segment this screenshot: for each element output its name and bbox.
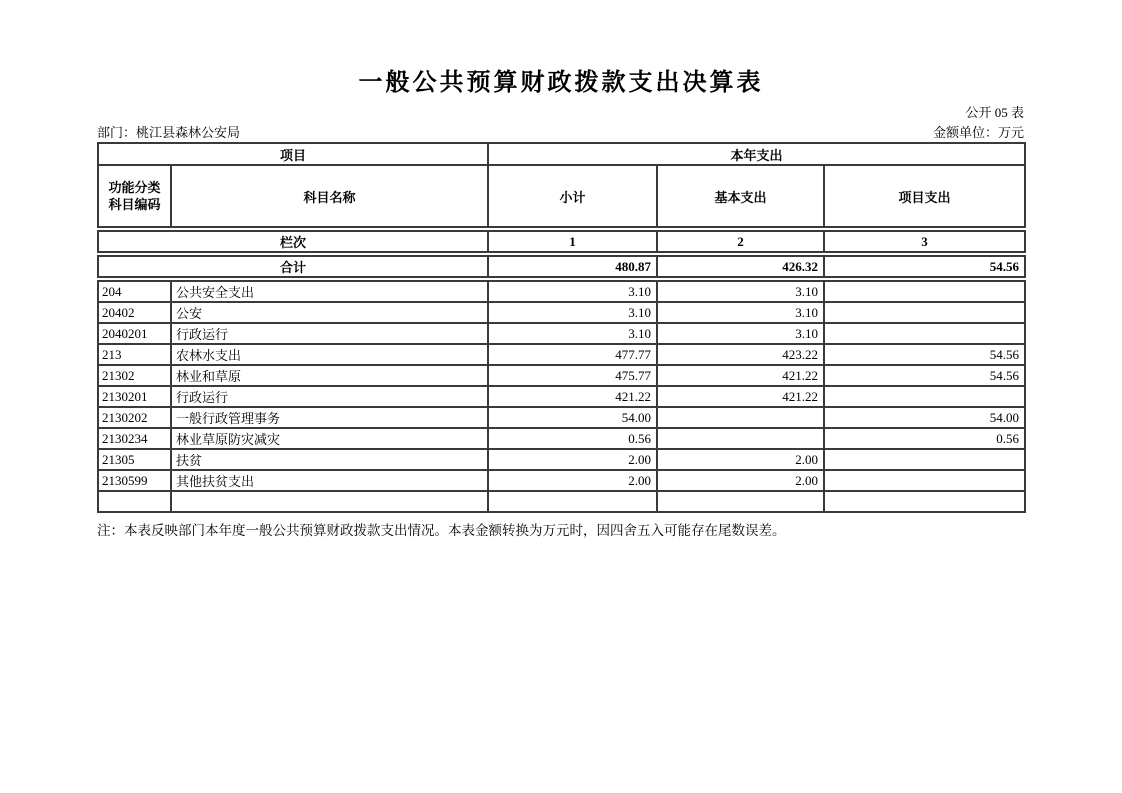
row-basic-cell: 423.22: [657, 344, 824, 365]
row-subtotal-cell: 3.10: [488, 281, 657, 302]
department-label: 部门：桃江县森林公安局: [97, 125, 241, 140]
row-subtotal-cell: 0.56: [488, 428, 657, 449]
row-basic-cell: [657, 407, 824, 428]
table-row: [98, 449, 1025, 470]
row-basic-cell: [657, 428, 824, 449]
row-name-cell: 林业草原防灾减灾: [171, 428, 488, 449]
row-subtotal-cell: 2.00: [488, 470, 657, 491]
row-basic-cell: [657, 491, 824, 512]
column-index-3: 3: [824, 231, 1025, 252]
data-rows-block: [97, 280, 1026, 513]
row-subtotal-cell: 475.77: [488, 365, 657, 386]
header-group-row: [98, 143, 1025, 165]
row-basic-cell: 421.22: [657, 386, 824, 407]
row-name-cell: 行政运行: [171, 323, 488, 344]
row-code-cell: 213: [98, 344, 171, 365]
row-project-cell: [824, 323, 1025, 344]
row-project-cell: [824, 281, 1025, 302]
row-name-cell: 农林水支出: [171, 344, 488, 365]
header-function-code-line2: 科目编码: [108, 197, 161, 212]
row-subtotal-cell: 3.10: [488, 302, 657, 323]
row-project-cell: 54.00: [824, 407, 1025, 428]
table-row: [98, 344, 1025, 365]
table-row: [98, 407, 1025, 428]
header-columns-row: [98, 165, 1025, 227]
row-subtotal-cell: 2.00: [488, 449, 657, 470]
column-index-2: 2: [657, 231, 824, 252]
row-name-cell: 扶贫: [171, 449, 488, 470]
total-basic: 426.32: [657, 256, 824, 277]
row-name-cell: 行政运行: [171, 386, 488, 407]
header-basic-expenditure: 基本支出: [657, 165, 824, 227]
row-code-cell: 2130599: [98, 470, 171, 491]
row-name-cell: 林业和草原: [171, 365, 488, 386]
header-function-code: [98, 165, 171, 227]
total-subtotal: 480.87: [488, 256, 657, 277]
row-name-cell: 公共安全支出: [171, 281, 488, 302]
header-project-expenditure: 项目支出: [824, 165, 1025, 227]
column-index-1: 1: [488, 231, 657, 252]
amount-unit-label: 金额单位：万元: [932, 125, 1024, 140]
row-project-cell: [824, 302, 1025, 323]
header-group-current-year: 本年支出: [488, 143, 1025, 165]
row-project-cell: 0.56: [824, 428, 1025, 449]
row-name-cell: [171, 491, 488, 512]
table-row: [98, 470, 1025, 491]
total-project: 54.56: [824, 256, 1025, 277]
table-row: [98, 428, 1025, 449]
row-name-cell: 公安: [171, 302, 488, 323]
header-group-project: 项目: [98, 143, 488, 165]
header-function-code-line1: 功能分类: [108, 180, 161, 195]
total-row-block: [97, 255, 1026, 278]
row-subtotal-cell: 3.10: [488, 323, 657, 344]
table-row: [98, 281, 1025, 302]
row-code-cell: 2130234: [98, 428, 171, 449]
row-code-cell: 21305: [98, 449, 171, 470]
table-row: [98, 323, 1025, 344]
total-row: [98, 256, 1025, 277]
row-project-cell: [824, 449, 1025, 470]
column-index-block: [97, 230, 1026, 253]
row-name-cell: 其他扶贫支出: [171, 470, 488, 491]
row-code-cell: 2130201: [98, 386, 171, 407]
row-project-cell: 54.56: [824, 365, 1025, 386]
row-code-cell: 204: [98, 281, 171, 302]
column-index-label: 栏次: [98, 231, 488, 252]
row-project-cell: [824, 386, 1025, 407]
total-label: 合计: [98, 256, 488, 277]
row-basic-cell: 421.22: [657, 365, 824, 386]
page-title: 一般公共预算财政拨款支出决算表: [358, 70, 764, 96]
data-rows-body: [98, 281, 1025, 512]
row-basic-cell: 3.10: [657, 302, 824, 323]
row-name-cell: 一般行政管理事务: [171, 407, 488, 428]
row-code-cell: 2130202: [98, 407, 171, 428]
row-subtotal-cell: 421.22: [488, 386, 657, 407]
table-row: [98, 365, 1025, 386]
row-code-cell: 20402: [98, 302, 171, 323]
row-subtotal-cell: [488, 491, 657, 512]
row-project-cell: [824, 470, 1025, 491]
row-basic-cell: 3.10: [657, 281, 824, 302]
table-row: [98, 491, 1025, 512]
row-code-cell: 21302: [98, 365, 171, 386]
header-subject-name: 科目名称: [171, 165, 488, 227]
budget-table: [97, 142, 1024, 539]
row-basic-cell: 2.00: [657, 449, 824, 470]
header-subtotal: 小计: [488, 165, 657, 227]
row-project-cell: [824, 491, 1025, 512]
table-row: [98, 302, 1025, 323]
column-index-row: [98, 231, 1025, 252]
row-basic-cell: 3.10: [657, 323, 824, 344]
row-code-cell: [98, 491, 171, 512]
row-subtotal-cell: 54.00: [488, 407, 657, 428]
row-project-cell: 54.56: [824, 344, 1025, 365]
footnote: 注：本表反映部门本年度一般公共预算财政拨款支出情况。本表金额转换为万元时，因四舍五入可能存在尾数误差。: [97, 523, 786, 538]
row-subtotal-cell: 477.77: [488, 344, 657, 365]
row-code-cell: 2040201: [98, 323, 171, 344]
row-basic-cell: 2.00: [657, 470, 824, 491]
table-code-label: 公开 05 表: [965, 105, 1024, 120]
table-header-block: [97, 142, 1026, 228]
table-row: [98, 386, 1025, 407]
